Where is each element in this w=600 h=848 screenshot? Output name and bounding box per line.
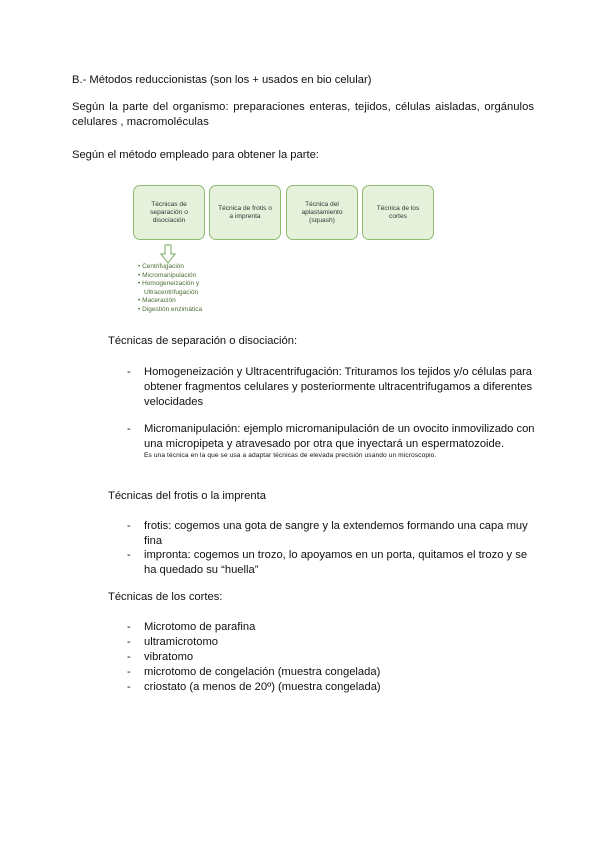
- bullet-dash: -: [127, 520, 131, 532]
- sec3-item: vibratomo: [144, 651, 194, 663]
- sec3-item: microtomo de congelación (muestra congelada): [144, 666, 381, 678]
- diagram-sub-item: • Maceración: [138, 297, 202, 306]
- diagram-box-separacion: [133, 185, 205, 240]
- bullet-dash: -: [127, 549, 131, 561]
- bullet-dash: -: [127, 681, 131, 693]
- diagram-sub-item: • Digestión enzimática: [138, 306, 202, 315]
- sec2-item: impronta: cogemos un trozo, lo apoyamos en un porta, quitamos el trozo y se ha quedado su “huella”: [144, 549, 528, 576]
- sec2-item: frotis: cogemos una gota de sangre y la extendemos formando una capa muy fina: [144, 520, 528, 547]
- diagram-box-cortes: [362, 185, 434, 240]
- sec1-item: Micromanipulación: ejemplo micromanipulación de un ovocito inmovilizado con una micropipeta y atravesado por otra que inyectará un espermatozoide.: [144, 423, 535, 450]
- bullet-dash: -: [127, 366, 131, 378]
- segun-parte-paragraph: Según la parte del organismo: preparaciones enteras, tejidos, células aisladas, orgánulos celulares , macromoléculas: [72, 101, 534, 128]
- sec1-note: Es una técnica en la que se usa a adaptar técnicas de elevada precisión usando un microscopio.: [144, 452, 437, 459]
- sec3-item: ultramicrotomo: [144, 636, 218, 648]
- section-heading: B.- Métodos reduccionistas (son los + usados en bio celular): [72, 74, 372, 86]
- sec1-title: Técnicas de separación o disociación:: [108, 335, 298, 347]
- diagram-sub-item: • Homogeneización y: [138, 280, 202, 289]
- sec3-title: Técnicas de los cortes:: [108, 591, 223, 603]
- segun-metodo-paragraph: Según el método empleado para obtener la parte:: [72, 149, 319, 161]
- diagram-sub-item: Ultracentrifugación: [144, 288, 199, 296]
- diagram-box-frotis: [209, 185, 281, 240]
- down-arrow-icon: [160, 244, 176, 264]
- diagram-sub-list: [138, 263, 202, 315]
- bullet-dash: -: [127, 636, 131, 648]
- bullet-dash: -: [127, 621, 131, 633]
- sec3-item: Microtomo de parafina: [144, 621, 256, 633]
- diagram-sub-item: • Centrifugación: [138, 263, 202, 272]
- diagram-box-label: Técnica de los cortes: [376, 204, 420, 220]
- diagram-box-label: Técnica de frotis o a imprenta: [218, 204, 272, 220]
- diagram-box-aplastamiento: [286, 185, 358, 240]
- sec2-title: Técnicas del frotis o la imprenta: [108, 490, 266, 502]
- bullet-dash: -: [127, 423, 131, 435]
- diagram-box-label: Técnica del aplastamiento (squash): [301, 200, 343, 224]
- diagram-sub-item: • Micromanipulación: [138, 272, 202, 281]
- bullet-dash: -: [127, 651, 131, 663]
- diagram-box-label: Técnicas de separación o disociación: [150, 200, 188, 224]
- bullet-dash: -: [127, 666, 131, 678]
- sec3-item: criostato (a menos de 20º) (muestra congelada): [144, 681, 381, 693]
- sec1-item: Homogeneización y Ultracentrifugación: Trituramos los tejidos y/o células para obtener fragmentos celulares y posteriormente ultracentrifugamos a diferentes velocidades: [144, 366, 533, 408]
